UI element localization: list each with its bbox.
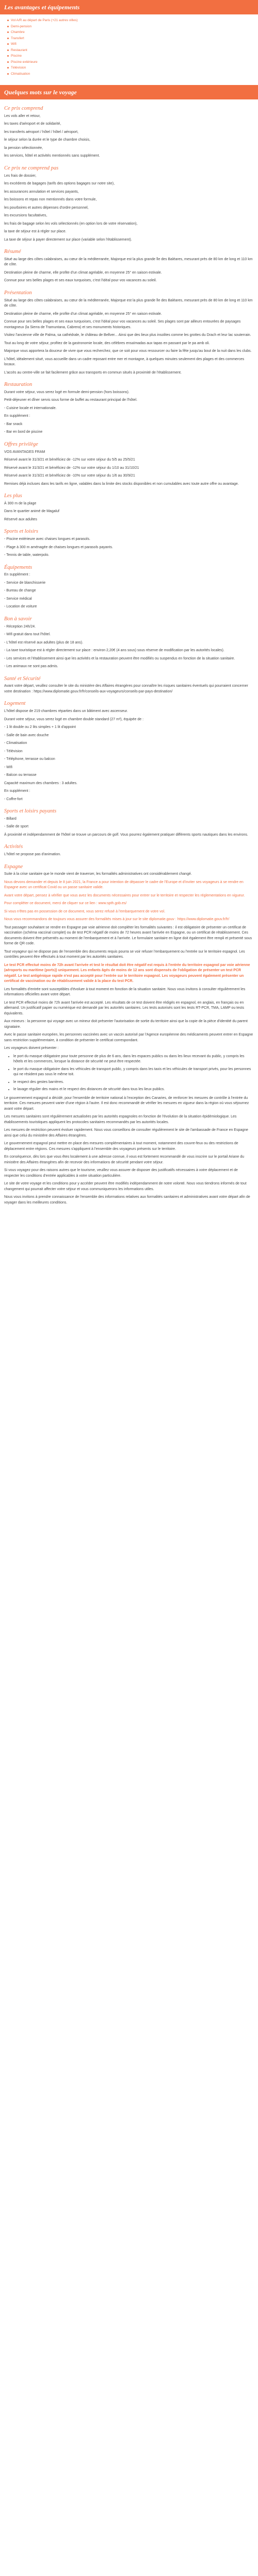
paragraph: Petit-déjeuner et dîner servis sous forme de buffet au restaurant principal de l'hôtel. <box>4 398 138 402</box>
section-heading: Équipements <box>4 564 33 570</box>
paragraph: Les formalités d'entrée sont susceptibles d'évoluer à tout moment en fonction de la situation sanitaire. Nous vous invitons à consulter régulièrement les informations officielles avant votre départ. <box>4 987 246 997</box>
paragraph: les excursions facultatives, <box>4 214 47 217</box>
section-heading: Restauration <box>4 382 33 387</box>
paragraph: Avant votre départ, pensez à vérifier que vous avez les documents nécessaires pour entrer sur le territoire et respecter les réglementations en vigueur. <box>4 893 245 897</box>
paragraph: Visitez l'ancienne ville de Palma, sa cathédrale, le château de Bellver... Ainsi que des lieux plus insolites comme les grottes du Drach et leur lac souterrain. <box>4 333 251 337</box>
paragraph: Nous vous recommandons de toujours vous assurer des formalités mises à jour sur le site diplomatie.gouv : https://www.diplomatie.gouv.fr/fr/ <box>4 918 230 922</box>
paragraph: les excédents de bagages (tarifs des options bagages sur notre site), <box>4 182 115 185</box>
paragraph: Réservé avant le 31/3/21 et bénéficiez de -12% sur votre séjour du 1/10 au 31/10/21 <box>4 466 139 470</box>
paragraph: Durant votre séjour, vous serez logé en chambre double standard (27 m²), équipée de : <box>4 717 144 721</box>
paragraph: Les mesures sanitaires sont régulièrement actualisées par les autorités espagnoles en fonction de l'évolution de la situation épidémiologique. Les établissements touristiques appliquent les protocoles sanitaires recommandés par les autorités locales. <box>4 1115 237 1124</box>
advantage-item: Piscine <box>7 53 253 59</box>
paragraph: les services, hôtel et activités mentionnés sans supplément. <box>4 154 100 158</box>
paragraph: L'hôtel ne propose pas d'animation. <box>4 853 61 856</box>
paragraph: - Tennis de table, waterpolo. <box>4 553 50 557</box>
paragraph: Nous devons demander et depuis le 8 juin 2021, la France a pour intention de dépasser le cadre de l'Europe et d'inviter ses voyageurs à se rendre en Espagne avec un certificat Covid ou un passe sanitaire valide. <box>4 880 244 890</box>
advantage-item: Piscine extérieure <box>7 59 253 65</box>
paragraph: - Wifi gratuit dans tout l'hôtel. <box>4 633 51 636</box>
trip-overview-header: Quelques mots sur le voyage <box>0 85 258 99</box>
paragraph: - Télévision <box>4 749 23 753</box>
section-heading: Bon à savoir <box>4 616 32 622</box>
section-heading: Sports et loisirs payants <box>4 808 57 814</box>
paragraph: Destination pleine de charme, elle profite d'un climat agréable, en moyenne 25° en saison estivale. <box>4 270 162 275</box>
paragraph: L'hôtel dispose de 219 chambres réparties dans un bâtiment avec ascenseur. <box>4 709 128 713</box>
paragraph: Les voyageurs doivent présenter : <box>4 1046 59 1050</box>
advantage-item: Wifi <box>7 41 253 47</box>
advantage-item: Vol A/R au départ de Paris (+21 autres villes) <box>7 18 253 24</box>
paragraph: Capacité maximum des chambres : 3 adultes. <box>4 781 78 785</box>
paragraph: - Les animaux ne sont pas admis. <box>4 665 58 668</box>
list-item: • le lavage régulier des mains et le respect des distances de sécurité dans tous les lieux publics. <box>13 1087 254 1093</box>
paragraph: Situé au large des côtes calabraises, au cœur de la méditerranée, Majorque est la plus grande île des Baléares, mesurant près de 80 km de long et 110 km de côte. <box>4 298 253 308</box>
paragraph: En supplément : <box>4 573 30 577</box>
section-heading: Présentation <box>4 290 32 296</box>
paragraph: - Cuisine locale et internationale. <box>4 406 57 410</box>
list-item: • le respect des gestes barrières. <box>13 1080 254 1086</box>
paragraph: la pension sélectionnée, <box>4 146 43 150</box>
paragraph: Le gouvernement espagnol a décidé, pour l'ensemble de territoire national à l'exception des Canaries, de renforcer les mesures de contrôle à l'entrée du territoire. Ces mesures peuvent varier d'une région à l'autre. Il est donc recommandé de vérifier les mesures en vigueur dans la région où vous séjournez avant votre départ. <box>4 1096 249 1111</box>
advantage-item: Restaurant <box>7 47 253 54</box>
section-heading: Espagne <box>4 863 23 870</box>
advantage-item: Transfert <box>7 36 253 42</box>
paragraph: Connue pour ses belles plages et ses eaux turquoises, c'est l'idéal pour vos vacances au soleil. <box>4 279 157 283</box>
paragraph: - Balcon ou terrasse <box>4 773 37 777</box>
section-heading: Logement <box>4 701 26 707</box>
advantages-list <box>0 14 258 80</box>
paragraph: - Climatisation <box>4 741 27 745</box>
paragraph: Avec le passe sanitaire européen, les personnes vaccinées avec un vaccin autorisé par l'Agence européenne des médicaments peuvent entrer en Espagne sans restriction supplémentaire, à condition de présenter le certificat correspondant. <box>4 1033 253 1042</box>
paragraph: Suite à la crise sanitaire que le monde vient de traverser, les formalités administratives ont considérablement changé. <box>4 872 192 876</box>
paragraph: la taxe de séjour est à régler sur place. <box>4 230 67 233</box>
paragraph: Durant votre séjour, vous serez logé en formule demi-pension (hors boissons). <box>4 390 130 394</box>
paragraph: - Salle de bain avec douche <box>4 733 49 737</box>
paragraph: - Bar snack <box>4 422 23 426</box>
paragraph: L'hôtel, idéalement situé, vous accueille dans un cadre reposant entre mer et montagne, à quelques minutes seulement des plages et des commerces locaux. <box>4 357 245 366</box>
paragraph: - L'hôtel est réservé aux adultes (plus de 18 ans). <box>4 640 84 645</box>
paragraph: les taxes d'aéroport et de solidarité, <box>4 122 61 126</box>
paragraph: - Service médical <box>4 597 32 601</box>
paragraph: - Salle de sport <box>4 825 29 829</box>
paragraph: Les mesures de restriction peuvent évoluer rapidement. Nous vous conseillons de consulter régulièrement le site de l'ambassade de France en Espagne ainsi que celui du ministère des Affaires étrangères. <box>4 1128 248 1138</box>
paragraph: les boissons et repas non mentionnés dans votre formule, <box>4 198 97 201</box>
paragraph: - Bar en bord de piscine <box>4 430 43 434</box>
advantage-item: Demi-pension <box>7 24 253 30</box>
paragraph: - Location de voiture <box>4 605 37 609</box>
paragraph: - Piscine extérieure avec chaises longues et parasols. <box>4 537 90 541</box>
paragraph: Réservé avant le 31/3/21 et bénéficiez de -10% sur votre séjour du 1/6 au 30/9/21 <box>4 474 135 478</box>
section-heading: Santé et Sécurité <box>4 675 41 682</box>
section-heading: Sports et loisirs <box>4 529 38 535</box>
paragraph: Réservé aux adultes <box>4 517 37 521</box>
paragraph: - Billard <box>4 817 17 821</box>
paragraph: En supplément : <box>4 414 30 418</box>
paragraph: Réservé avant le 31/3/21 et bénéficiez de -12% sur votre séjour du 5/5 au 25/5/21 <box>4 458 135 462</box>
paragraph: Dans le quartier animé de Magaluf <box>4 510 60 514</box>
paragraph: En conséquence, dès lors que vous êtes localement à une adresse connue, il vous est fortement recommandé de vous inscrire sur le portail Ariane du ministère des Affaires étrangères afin de recevoir des informations de sécurité pendant votre séjour. <box>4 1155 244 1164</box>
paragraph: À 300 m de la plage <box>4 501 37 505</box>
list-item: • le port du masque obligatoire dans les véhicules de transport public, y compris dans les taxis et les véhicules de transport privés, pour les personnes qui ne résident pas sous le même toit. <box>13 1067 254 1078</box>
paragraph: - Réception 24h/24. <box>4 624 36 629</box>
paragraph: Tout au long de votre séjour, profitez de la gastronomie locale, des célèbres ensaïmadas aux tapas en passant par le pa amb oli. <box>4 341 210 345</box>
section-heading: Les plus <box>4 493 22 499</box>
paragraph: les assurances annulation et services payants, <box>4 190 79 194</box>
paragraph: Les vols aller et retour, <box>4 114 41 118</box>
paragraph: Le gouvernement espagnol peut mettre en place des mesures complémentaires à tout moment, notamment des couvre-feux ou des restrictions de déplacement entre régions. Ces mesures s'appliquent à l'ensemble des voyageurs présents sur le territoire. <box>4 1142 238 1151</box>
advantages-header: Les avantages et équipements <box>0 0 258 14</box>
section-heading: Ce prix comprend <box>4 106 43 111</box>
paragraph: En supplément : <box>4 789 30 793</box>
paragraph: À proximité et indépendamment de l'hôtel se trouve un parcours de golf. Vous pourrez également pratiquer différents sports nautiques dans les environs. <box>4 833 248 837</box>
paragraph: Majorque vous apportera la douceur de vivre que vous recherchez, que ce soit pour vous ressourcer ou faire la fête jusqu'au bout de la nuit dans les clubs. <box>4 349 252 353</box>
trip-description <box>0 99 258 1213</box>
paragraph: Aux mineurs : la personne qui voyage avec un mineur doit présenter l'autorisation de sortie du territoire ainsi que la copie de la pièce d'identité du parent signataire. <box>4 1020 248 1029</box>
paragraph: Le test PCR effectué moins de 72h avant l'arrivée et test le résultat doit être négatif est requis à l'entrée du territoire espagnol par voie aérienne (aéroports ou maritime (ports)) uniquement. Les enfants âgés de moins de 12 ans sont dispensés de l'obligation de présenter un test PCR négatif. Le test antigénique rapide n'est pas accepté pour l'entrée sur le territoire espagnol. Les voyageurs peuvent également présenter un certificat de vaccination ou de rétablissement valide à la place du test PCR. <box>4 963 250 984</box>
paragraph: Remises déjà incluses dans les tarifs en ligne, valables dans la limite des stocks disponibles et non cumulables avec toute autre offre ou avantage. <box>4 482 239 486</box>
paragraph: Les frais de dossier, <box>4 174 37 178</box>
paragraph: - Coffre-fort <box>4 797 23 801</box>
paragraph: Situé au large des côtes calabraises, au cœur de la méditerranée, Majorque est la plus grande île des Baléares, mesurant près de 80 km de long et 110 km de côte. <box>4 257 253 267</box>
paragraph: Le test PCR effectué moins de 72h avant l'arrivée est accepté. Les résultats de ce test doivent être rédigés en espagnol, en anglais, en français ou en allemand. Un justificatif papier ou numérique est demandé par les autorités sanitaires. Les tests autorisés sont les tests RT-PCR, TMA, LAMP ou tests équivalents. <box>4 1001 244 1015</box>
paragraph: les transferts aéroport / hôtel / hôtel / aéroport, <box>4 130 78 134</box>
paragraph: le séjour selon la durée et le type de chambre choisis, <box>4 138 90 142</box>
advantage-item: Télévision <box>7 65 253 71</box>
paragraph: Connue pour ses belles plages et ses eaux turquoises, c'est l'idéal pour vos vacances au soleil. Ses plages sont par ailleurs entourées de paysages montagneux (la Sierra de Tramuntana, Cabrera) et ses monuments historiques. <box>4 320 241 329</box>
paragraph: Tout passager souhaitant se rendre en Espagne par voie aérienne doit compléter les formalités suivantes : il est obligatoire de présenter un certificat de vaccination (schéma vaccinal complet) ou de test PCR négatif de moins de 72 heures avant l'arrivée en Espagne, ou un certificat de rétablissement. Ces documents doivent être présentés au moment de l'embarquement et à l'arrivée. Le formulaire sanitaire en ligne doit également être rempli et présenté sous forme de QR code. <box>4 925 252 946</box>
section-heading: Activités <box>4 844 23 850</box>
paragraph: - Wifi <box>4 765 12 769</box>
paragraph: Si vous n'êtes pas en possession de ce document, vous serez refusé à l'embarquement de votre vol. <box>4 909 166 913</box>
paragraph: Tout voyageur qui ne dispose pas de l'ensemble des documents requis pourra se voir refuser l'embarquement ou l'entrée sur le territoire espagnol. Les contrôles peuvent être effectués à tout moment par les autorités sanitaires. <box>4 950 245 959</box>
section-heading: Résumé <box>4 249 21 255</box>
paragraph: - 1 lit double ou 2 lits simples + 1 lit d'appoint <box>4 725 76 729</box>
paragraph: La taxe de séjour à payer directement sur place (variable selon l'établissement). <box>4 238 132 242</box>
advantage-item: Chambre <box>7 29 253 36</box>
section-heading: Ce prix ne comprend pas <box>4 165 59 171</box>
paragraph: - Les services et l'établissement ainsi que les activités et la restauration peuvent être modifiés ou suspendus en fonction de la situation sanitaire. <box>4 656 235 660</box>
list-item: • le port du masque obligatoire pour toute personne de plus de 6 ans, dans les espaces publics ou dans les lieux recevant du public, y compris les hôtels et les commerces, lorsque la distance de sécurité ne peut être respectée. <box>13 1054 254 1065</box>
paragraph: - Téléphone, terrasse ou balcon <box>4 757 55 761</box>
paragraph: Nous vous invitons à prendre connaissance de l'ensemble des informations relatives aux formalités sanitaires et administratives avant votre départ afin de voyager dans les meilleures conditions. <box>4 1195 250 1205</box>
paragraph: - Bureau de change <box>4 589 36 593</box>
paragraph: les pourboires et autres dépenses d'ordre personnel, <box>4 206 89 210</box>
paragraph: - La taxe touristique est à régler directement sur place : environ 2,20€ (4 ans sous) sous réserve de modification par les autorités locales). <box>4 649 224 652</box>
paragraph: Destination pleine de charme, elle profite d'un climat agréable, en moyenne 25° en saison estivale. <box>4 312 162 316</box>
paragraph: Avant votre départ, veuillez consulter le site du ministère des Affaires étrangères pour connaître les risques sanitaires éventuels qui pourraient concerner votre destination : https://www.diplomatie.gouv.fr/fr/conseils-aux-voyageurs/conseils-par-pays-destination/ <box>4 684 248 693</box>
paragraph: - Service de blanchisserie <box>4 581 46 585</box>
section-heading: Offres privilège <box>4 441 38 447</box>
paragraph: VOS AVANTAGES FRAM <box>4 450 45 454</box>
paragraph: Le site de votre voyage et les conditions pour y accéder peuvent être modifiés indépendamment de notre volonté. Nous vous tiendrons informés de tout changement qui pourrait affecter votre séjour et vous communiquerons les informations utiles. <box>4 1182 247 1191</box>
paragraph: Pour compléter ce document, merci de cliquer sur ce lien : www.spth.gob.es/ <box>4 902 127 906</box>
measures-list <box>4 1054 254 1093</box>
paragraph: L'accès au centre-ville se fait facilement grâce aux transports en commun situés à proximité de l'établissement. <box>4 370 182 375</box>
advantage-item: Climatisation <box>7 71 253 77</box>
paragraph: - Plage à 300 m aménagée de chaises longues et parasols payants. <box>4 545 113 549</box>
paragraph: les frais de bagage selon les vols sélectionnés (en option lors de votre réservation), <box>4 222 138 226</box>
paragraph: Si vous voyagez pour des raisons autres que le tourisme, veuillez vous assurer de disposer des justificatifs nécessaires à votre déplacement et de respecter les conditions d'entrée applicables à votre situation particulière. <box>4 1168 238 1178</box>
